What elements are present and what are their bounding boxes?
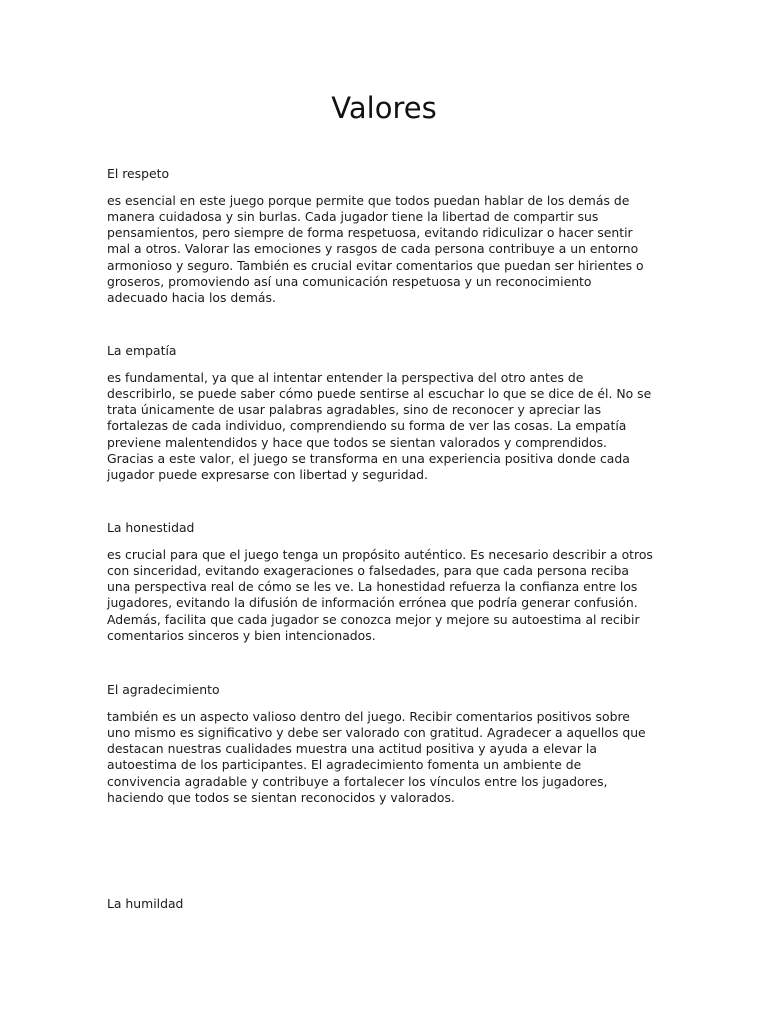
text-line: haciendo que todos se sientan reconocidos y valorados. bbox=[107, 789, 455, 805]
text-line: autoestima de los participantes. El agradecimiento fomenta un ambiente de bbox=[107, 757, 582, 773]
text-line: Gracias a este valor, el juego se transforma en una experiencia positiva donde cada bbox=[107, 450, 630, 466]
text-line: una perspectiva real de cómo se les ve. La honestidad refuerza la confianza entre los bbox=[107, 579, 638, 595]
section-heading-honestidad: La honestidad bbox=[107, 520, 195, 535]
section-heading-humildad: La humildad bbox=[107, 896, 184, 911]
text-line: uno mismo es significativo y debe ser valorado con gratitud. Agradecer a aquellos que bbox=[107, 725, 646, 741]
text-line: fortalezas de cada individuo, comprendiendo su forma de ver las cosas. La empatía bbox=[107, 418, 627, 434]
text-line: trata únicamente de usar palabras agradables, sino de reconocer y apreciar las bbox=[107, 402, 602, 418]
section-body-agradecimiento bbox=[107, 709, 667, 806]
text-line: pensamientos, pero siempre de forma respetuosa, evitando ridiculizar o hacer sentir bbox=[107, 225, 633, 241]
section-body-empatia bbox=[107, 370, 667, 483]
text-line: convivencia agradable y contribuye a fortalecer los vínculos entre los jugadores, bbox=[107, 773, 608, 789]
text-line: Además, facilita que cada jugador se conozca mejor y mejore su autoestima al recibir bbox=[107, 611, 640, 627]
text-line: adecuado hacia los demás. bbox=[107, 289, 276, 305]
section-heading-agradecimiento: El agradecimiento bbox=[107, 682, 220, 697]
text-line: jugadores, evitando la difusión de información errónea que podría generar confusión. bbox=[107, 595, 638, 611]
text-line: manera cuidadosa y sin burlas. Cada jugador tiene la libertad de compartir sus bbox=[107, 209, 599, 225]
text-line: destacan nuestras cualidades muestra una actitud positiva y ayuda a elevar la bbox=[107, 741, 597, 757]
text-line: también es un aspecto valioso dentro del juego. Recibir comentarios positivos sobre bbox=[107, 709, 630, 724]
text-line: groseros, promoviendo así una comunicación respetuosa y un reconocimiento bbox=[107, 273, 592, 289]
text-line: con sinceridad, evitando exageraciones o falsedades, para que cada persona reciba bbox=[107, 563, 630, 579]
text-line: previene malentendidos y hace que todos se sientan valorados y comprendidos. bbox=[107, 434, 607, 450]
section-body-honestidad bbox=[107, 547, 667, 644]
section-body-respeto bbox=[107, 193, 667, 306]
text-line: comentarios sinceros y bien intencionados. bbox=[107, 627, 376, 643]
text-line: describirlo, se puede saber cómo puede sentirse al escuchar lo que se dice de él. No se bbox=[107, 386, 652, 402]
section-heading-respeto: El respeto bbox=[107, 166, 170, 181]
page-title: Valores bbox=[331, 91, 437, 125]
text-line: armonioso y seguro. También es crucial evitar comentarios que puedan ser hirientes o bbox=[107, 257, 644, 273]
text-line: es esencial en este juego porque permite que todos puedan hablar de los demás de bbox=[107, 193, 630, 208]
text-line: es fundamental, ya que al intentar entender la perspectiva del otro antes de bbox=[107, 370, 584, 385]
text-line: es crucial para que el juego tenga un propósito auténtico. Es necesario describir a otros bbox=[107, 547, 653, 562]
text-line: jugador puede expresarse con libertad y seguridad. bbox=[107, 466, 428, 482]
text-line: mal a otros. Valorar las emociones y rasgos de cada persona contribuye a un entorno bbox=[107, 241, 639, 257]
section-heading-empatia: La empatía bbox=[107, 343, 177, 358]
